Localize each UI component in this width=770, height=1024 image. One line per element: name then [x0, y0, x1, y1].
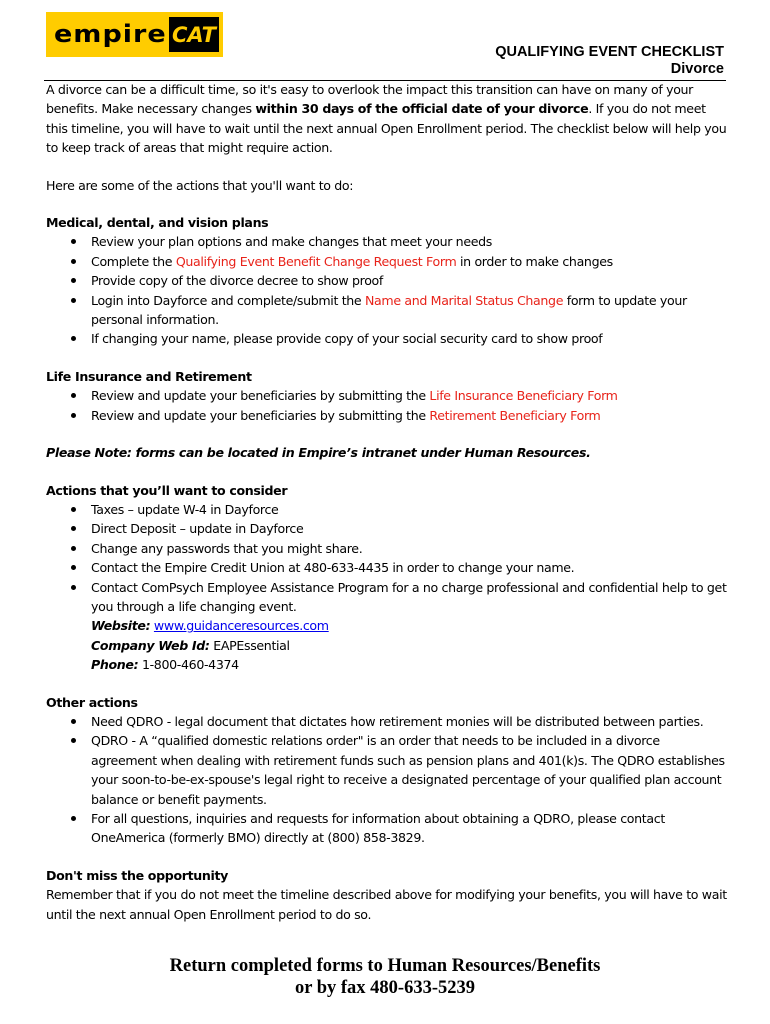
- document-title: QUALIFYING EVENT CHECKLIST: [495, 44, 724, 60]
- list-item: Login into Dayforce and complete/submit the Name and Marital Status Change form to update your personal information.: [46, 291, 728, 330]
- list-item: Need QDRO - legal document that dictates how retirement monies will be distributed between parties.: [46, 712, 728, 731]
- list-item: Review and update your beneficiaries by submitting the Life Insurance Beneficiary Form: [46, 386, 728, 405]
- life-heading: Life Insurance and Retirement: [46, 368, 252, 384]
- forms-location-note: Please Note: forms can be located in Empire’s intranet under Human Resources.: [46, 445, 591, 461]
- other-heading: Other actions: [46, 694, 138, 710]
- logo-cat: CAT: [169, 17, 219, 52]
- footer-line-1: Return completed forms to Human Resources/Benefits: [169, 956, 601, 976]
- list-item: If changing your name, please provide copy of your social security card to show proof: [46, 329, 728, 348]
- list-item: Taxes – update W-4 in Dayforce: [46, 500, 728, 519]
- deadline-emphasis: within 30 days of the official date of your divorce: [255, 101, 589, 117]
- list-item: Contact the Empire Credit Union at 480-633-4435 in order to change your name.: [46, 558, 728, 577]
- list-item: For all questions, inquiries and requests for information about obtaining a QDRO, please contact OneAmerica (formerly BMO) directly at (800) 858-3829.: [46, 809, 728, 848]
- intro-paragraph: A divorce can be a difficult time, so it's easy to overlook the impact this transition can have on many of your benefits. Make necessary changes within 30 days of the official date of your divorce. If you do not meet this timeline, you will have to wait until the next annual Open Enrollment period. The checklist below will help you to keep track of areas that might require action.: [46, 82, 727, 156]
- medical-list: [46, 232, 728, 348]
- phone-label: Phone:: [91, 657, 139, 673]
- website-label: Website:: [91, 618, 151, 634]
- medical-heading: Medical, dental, and vision plans: [46, 215, 269, 231]
- consider-heading: Actions that you’ll want to consider: [46, 482, 288, 498]
- document-subtitle: Divorce: [670, 61, 724, 77]
- web-id-value: EAPEssential: [213, 637, 290, 653]
- empire-cat-logo: [46, 12, 223, 57]
- logo-word: empire: [54, 20, 167, 49]
- opportunity-text: Remember that if you do not meet the timeline described above for modifying your benefits, you will have to wait until the next annual Open Enrollment period to do so.: [46, 887, 727, 922]
- list-item: Review and update your beneficiaries by submitting the Retirement Beneficiary Form: [46, 406, 728, 425]
- list-item: Review your plan options and make changes that meet your needs: [46, 232, 728, 251]
- document-title-block: [495, 44, 724, 78]
- website-link[interactable]: www.guidanceresources.com: [153, 618, 329, 634]
- life-list: [46, 386, 728, 425]
- list-item: Complete the Qualifying Event Benefit Change Request Form in order to make changes: [46, 252, 728, 271]
- list-item: Provide copy of the divorce decree to show proof: [46, 271, 728, 290]
- intro-actions-lead: Here are some of the actions that you'll want to do:: [46, 177, 354, 193]
- name-marital-status-link[interactable]: Name and Marital Status Change: [364, 292, 564, 308]
- other-list: [46, 712, 728, 848]
- list-item: QDRO - A “qualified domestic relations order" is an order that needs to be included in a divorce agreement when dealing with retirement funds such as pension plans and 401(k)s. The QDRO establishes your soon-to-be-ex-spouse's legal right to receive a designated percentage of your qualified plan account balance or benefit payments.: [46, 731, 728, 809]
- web-id-label: Company Web Id:: [91, 637, 210, 653]
- phone-value: 1-800-460-4374: [141, 657, 239, 673]
- return-instructions: [0, 955, 770, 999]
- list-item: Direct Deposit – update in Dayforce: [46, 519, 728, 538]
- consider-list: [46, 500, 728, 675]
- opportunity-heading: Don't miss the opportunity: [46, 867, 229, 883]
- qualifying-event-form-link[interactable]: Qualifying Event Benefit Change Request Form: [175, 253, 457, 269]
- list-item: Change any passwords that you might share.: [46, 539, 728, 558]
- document-body: [46, 80, 728, 924]
- retirement-form-link[interactable]: Retirement Beneficiary Form: [429, 407, 601, 423]
- life-insurance-form-link[interactable]: Life Insurance Beneficiary Form: [429, 388, 618, 404]
- list-item: Contact ComPsych Employee Assistance Program for a no charge professional and confidential help to get you through a life changing event. Website: www.guidanceresources.com Company Web Id: EAPEssential Phone: 1-800-460-4374: [46, 578, 728, 675]
- footer-line-2: or by fax 480-633-5239: [294, 978, 476, 998]
